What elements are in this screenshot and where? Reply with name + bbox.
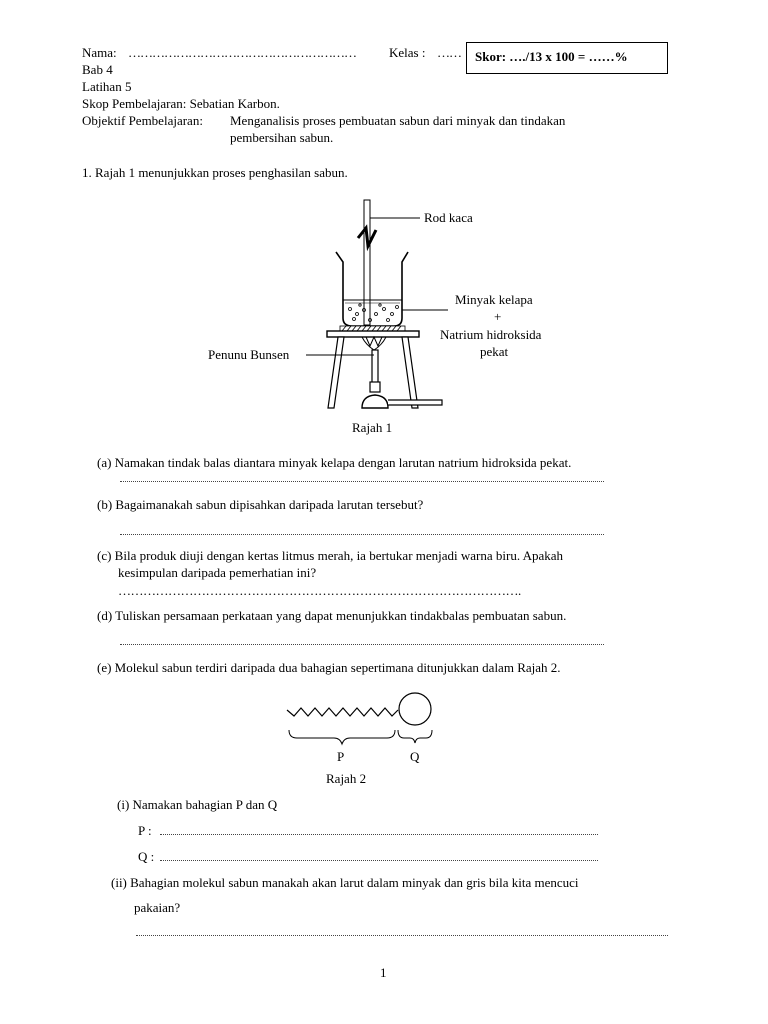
bab-label: Bab 4	[82, 62, 113, 77]
hydrocarbon-tail	[287, 708, 398, 716]
objektif-label: Objektif Pembelajaran:	[82, 113, 203, 128]
answer-line-p[interactable]	[160, 834, 598, 835]
label-penunu-bunsen: Penunu Bunsen	[208, 347, 290, 362]
kelas-dots: ……	[437, 45, 461, 60]
label-answer-p: P :	[138, 823, 152, 838]
page-number: 1	[380, 965, 387, 980]
label-pekat: pekat	[480, 344, 509, 359]
skop-label: Skop Pembelajaran: Sebatian Karbon.	[82, 96, 280, 111]
question-e: (e) Molekul sabun terdiri daripada dua bahagian sepertimana ditunjukkan dalam Rajah 2.	[97, 660, 561, 675]
ionic-head	[399, 693, 431, 725]
question-e-ii-line1: (ii) Bahagian molekul sabun manakah akan larut dalam minyak dan gris bila kita mencuci	[111, 875, 579, 890]
brace-p	[289, 730, 395, 744]
brace-q	[398, 730, 432, 743]
figure2-caption: Rajah 2	[326, 771, 367, 786]
question-b: (b) Bagaimanakah sabun dipisahkan daripada larutan tersebut?	[97, 497, 424, 512]
question-c-line1: (c) Bila produk diuji dengan kertas litmus merah, ia bertukar menjadi warna biru. Apakah	[97, 548, 564, 563]
kelas-label: Kelas :	[389, 45, 426, 60]
label-answer-q: Q :	[138, 849, 155, 864]
question1-stem: 1. Rajah 1 menunjukkan proses penghasilan sabun.	[82, 165, 348, 180]
question-e-ii-line2: pakaian?	[134, 900, 181, 915]
latihan-label: Latihan 5	[82, 79, 132, 94]
figure1-caption: Rajah 1	[352, 420, 393, 435]
objektif-line1: Menganalisis proses pembuatan sabun dari minyak dan tindakan	[230, 113, 566, 128]
label-plus: +	[494, 309, 502, 324]
question-c-line2: kesimpulan daripada pemerhatian ini?	[118, 565, 317, 580]
answer-line-q[interactable]	[160, 860, 598, 861]
question-a: (a) Namakan tindak balas diantara minyak kelapa dengan larutan natrium hidroksida pekat.	[97, 455, 572, 470]
question-d: (d) Tuliskan persamaan perkataan yang dapat menunjukkan tindakbalas pembuatan sabun.	[97, 608, 567, 623]
answer-line-e-ii[interactable]	[136, 935, 668, 936]
nama-label: Nama:	[82, 45, 117, 60]
objektif-line2: pembersihan sabun.	[230, 130, 334, 145]
answer-line-c[interactable]: …………………………………………………………………………………….	[118, 583, 521, 598]
score-box: Skor: …./13 x 100 = ……%	[466, 42, 668, 74]
question-e-i: (i) Namakan bahagian P dan Q	[117, 797, 278, 812]
label-rod-kaca: Rod kaca	[424, 210, 473, 225]
nama-dots: …………………………………………………	[128, 45, 356, 60]
label-p: P	[337, 749, 345, 764]
label-q: Q	[410, 749, 420, 764]
label-natrium-hidroksida: Natrium hidroksida	[440, 327, 542, 342]
label-minyak-kelapa: Minyak kelapa	[455, 292, 533, 307]
